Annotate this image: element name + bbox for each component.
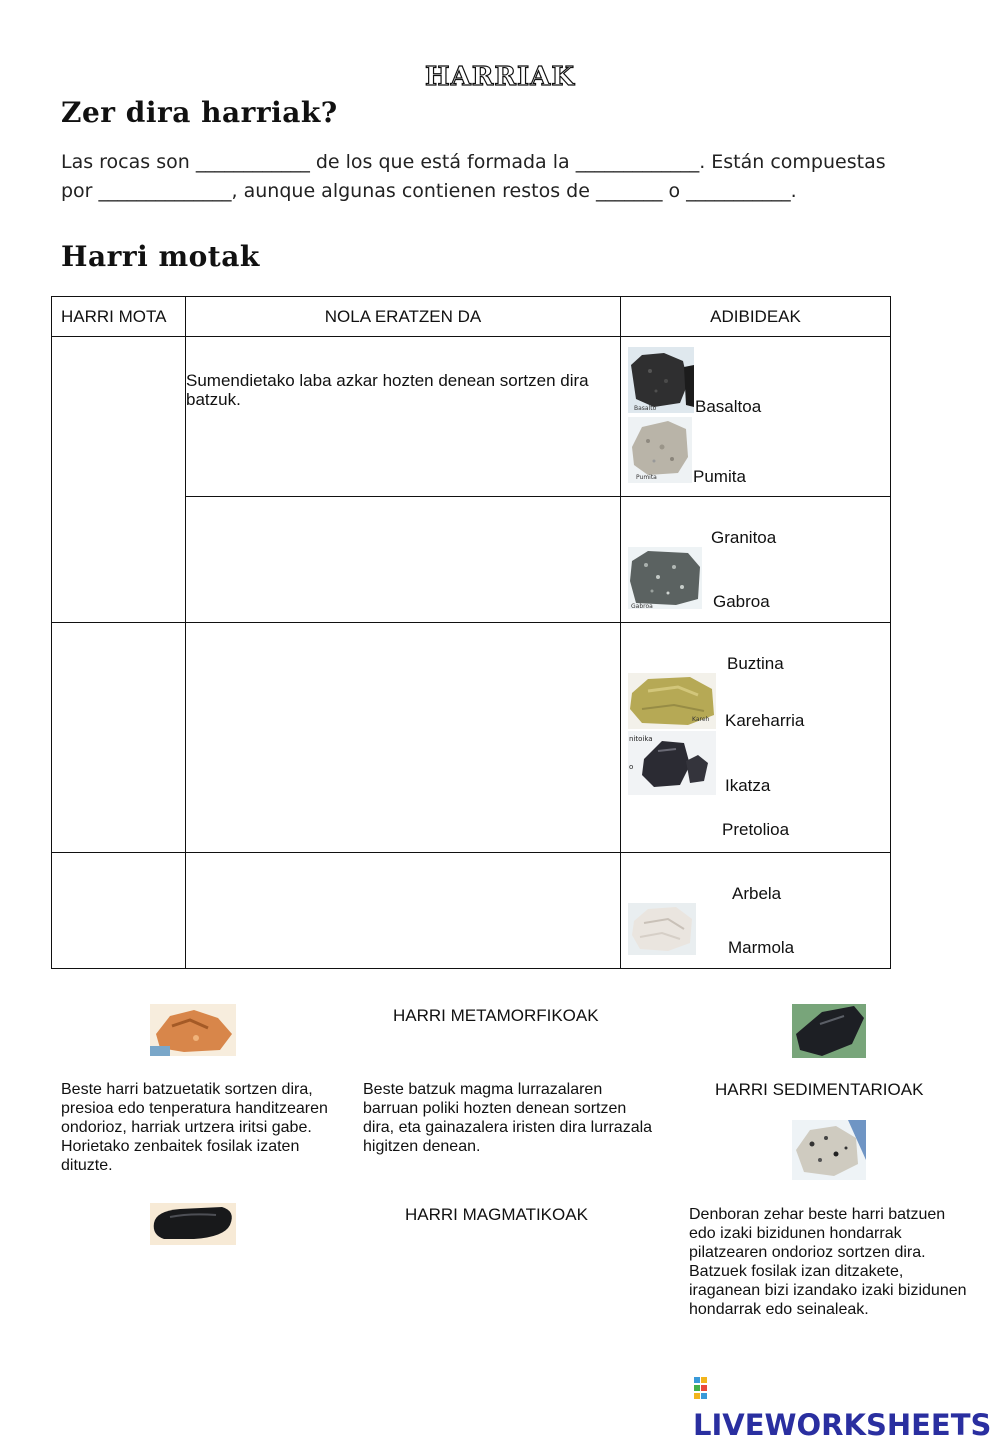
- dark-rock-image[interactable]: [792, 1004, 866, 1058]
- brand-name: LIVEWORKSHEETS: [693, 1408, 992, 1442]
- label-magmatic[interactable]: HARRI MAGMATIKOAK: [405, 1205, 588, 1224]
- speckled-rock-image[interactable]: [792, 1120, 866, 1180]
- basalt-rock-image[interactable]: [628, 347, 694, 413]
- label-metamorphic[interactable]: HARRI METAMORFIKOAK: [393, 1006, 599, 1025]
- description-middle[interactable]: Beste batzuk magma lurrazalaren barruan poliki hozten denean sortzen dira, eta gainazalera iristen dira lurrazala higitzen denean.: [363, 1081, 653, 1155]
- pumice-caption: Pumita: [636, 474, 657, 481]
- example-gabbro: Gabroa: [713, 592, 770, 611]
- rust-rock-image[interactable]: [150, 1004, 236, 1056]
- example-clay: Buztina: [727, 654, 784, 673]
- examples-cell-3: [621, 623, 891, 853]
- example-slate: Arbela: [732, 884, 782, 903]
- header-rock-type: HARRI MOTA: [52, 297, 186, 337]
- example-basalt: Basaltoa: [695, 397, 762, 416]
- example-pumice: Pumita: [693, 467, 746, 486]
- liveworksheets-mark-icon: [693, 1375, 715, 1405]
- header-how-formed: NOLA ERATZEN DA: [186, 297, 621, 337]
- coal-caption: nitoika: [629, 735, 653, 743]
- rock-types-table: [51, 296, 891, 969]
- example-petroleum: Pretolioa: [722, 820, 790, 839]
- section-heading-what-are-rocks: Zer dira harriak?: [61, 96, 338, 129]
- examples-cell-2: [621, 497, 891, 623]
- example-marble: Marmola: [728, 938, 795, 957]
- gabbro-caption: Gabroa: [631, 603, 653, 609]
- example-granite: Granitoa: [711, 528, 777, 547]
- header-examples: ADIBIDEAK: [621, 297, 891, 337]
- rock-type-answer-cell-3[interactable]: [52, 623, 186, 853]
- basalt-caption: Basalto: [634, 405, 657, 412]
- limestone-caption: Kareh: [692, 716, 710, 723]
- pumice-rock-image[interactable]: [628, 417, 692, 483]
- example-coal: Ikatza: [725, 776, 771, 795]
- rock-type-answer-cell-4[interactable]: [52, 853, 186, 969]
- black-stone-image[interactable]: [150, 1203, 236, 1245]
- paragraph-line-1: Las rocas son ____________ de los que está formada la _____________. Están compuestas: [61, 151, 886, 173]
- page-title: HARRIAK: [425, 62, 575, 92]
- table-row: [52, 853, 891, 969]
- examples-cell-4: [621, 853, 891, 969]
- table-header-row: [52, 297, 891, 337]
- section-heading-rock-types: Harri motak: [61, 240, 260, 273]
- limestone-rock-image[interactable]: [628, 673, 716, 729]
- formation-answer-cell-4[interactable]: [186, 853, 621, 969]
- paragraph-line-2: por ______________, aunque algunas contienen restos de _______ o ___________.: [61, 180, 797, 202]
- table-row: [52, 623, 891, 853]
- table-row: [52, 337, 891, 497]
- marble-rock-image[interactable]: [628, 903, 696, 955]
- coal-rock-image[interactable]: [628, 731, 716, 795]
- formation-answer-cell-2[interactable]: [186, 497, 621, 623]
- description-right[interactable]: Denboran zehar beste harri batzuen edo izaki bizidunen hondarrak pilatzearen ondorioz sortzen dira. Batzuek fosilak izan ditzakete, iraganean bizi izandako izaki bizidunen hondarrak edo seinaleak.: [689, 1206, 967, 1318]
- gabbro-rock-image[interactable]: [628, 547, 702, 609]
- formation-answer-cell-3[interactable]: [186, 623, 621, 853]
- coal-caption-2: o: [629, 763, 634, 771]
- liveworksheets-logo: [693, 1374, 1000, 1442]
- example-limestone: Kareharria: [725, 711, 805, 730]
- description-left[interactable]: Beste harri batzuetatik sortzen dira, presioa edo tenperatura handitzearen ondorioz, harriak urtzera iritsi gabe. Horietako zenbaitek fosilak izaten dituzte.: [61, 1081, 328, 1174]
- fill-in-paragraph: [61, 148, 951, 206]
- formation-cell-1: [186, 337, 621, 497]
- examples-cell-1: [621, 337, 891, 497]
- label-sedimentary[interactable]: HARRI SEDIMENTARIOAK: [715, 1080, 924, 1099]
- rock-type-answer-cell-1[interactable]: [52, 337, 186, 623]
- formation-text-volcanic: Sumendietako laba azkar hozten denean sortzen dira batzuk.: [186, 371, 589, 409]
